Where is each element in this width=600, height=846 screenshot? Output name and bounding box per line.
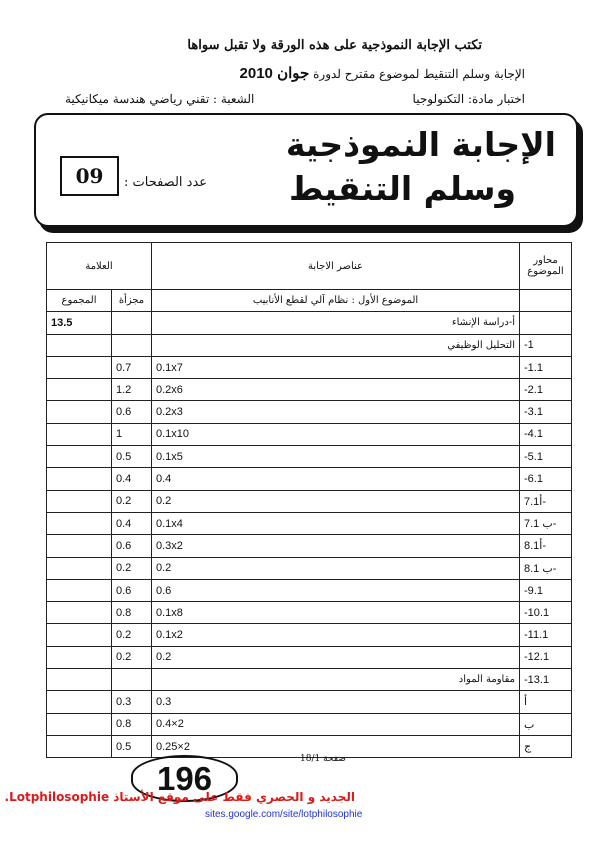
total-cell [47, 602, 112, 624]
site-link[interactable]: sites.google.com/site/lotphilosophie [205, 809, 363, 820]
axis-cell: -5.1 [520, 446, 572, 468]
total-cell [47, 535, 112, 557]
element-cell: 0.1x8 [152, 602, 520, 624]
partial-cell: 0.5 [112, 446, 152, 468]
partial-cell: 0.8 [112, 602, 152, 624]
code-stamp: 196 [131, 755, 238, 802]
element-cell: 0.2 [152, 490, 520, 512]
element-cell: التحليل الوظيفي [152, 334, 520, 356]
total-cell [47, 624, 112, 646]
total-cell [47, 713, 112, 735]
element-cell: 0.1x5 [152, 446, 520, 468]
table-row [47, 624, 572, 646]
table-row [47, 446, 572, 468]
total-cell [47, 512, 112, 534]
partial-cell: 0.3 [112, 691, 152, 713]
partial-cell: 0.5 [112, 735, 152, 757]
element-cell: 0.1x4 [152, 512, 520, 534]
section-title: أ-دراسة الإنشاء [152, 312, 520, 334]
table-row [47, 401, 572, 423]
axis-cell: -11.1 [520, 624, 572, 646]
total-cell [47, 646, 112, 668]
session-line [240, 64, 525, 82]
axis-cell: ج [520, 735, 572, 757]
element-cell: 0.2 [152, 646, 520, 668]
total-cell [47, 423, 112, 445]
page-count-label: عدد الصفحات : [124, 175, 208, 190]
table-row [47, 490, 572, 512]
mark-header: العلامة [47, 243, 152, 290]
partial-cell: 1.2 [112, 379, 152, 401]
table-row [47, 535, 572, 557]
promo-text: الجديد و الحصري فقط على موقع الأستاذ Lotphilosophie. [4, 790, 355, 804]
partial-cell [112, 334, 152, 356]
partial-cell: 0.4 [112, 512, 152, 534]
element-cell: 0.1x10 [152, 423, 520, 445]
element-cell: 0.3 [152, 691, 520, 713]
axis-cell: 8.1أ- [520, 535, 572, 557]
table-row [47, 356, 572, 378]
element-cell: 0.2 [152, 557, 520, 579]
table-header-row [47, 243, 572, 290]
session-date: جوان 2010 [239, 65, 310, 82]
axis-cell: -13.1 [520, 669, 572, 691]
axis-cell: أ [520, 691, 572, 713]
axis-cell: -10.1 [520, 602, 572, 624]
total-cell [47, 490, 112, 512]
axis-cell: 7.1أ- [520, 490, 572, 512]
total-cell [47, 379, 112, 401]
table-row [47, 423, 572, 445]
subject-line [65, 92, 525, 106]
partial-cell: 0.2 [112, 646, 152, 668]
total-cell [47, 579, 112, 601]
total-cell [47, 334, 112, 356]
axis-cell: -1 [520, 334, 572, 356]
total-cell [47, 401, 112, 423]
partial-cell: 0.8 [112, 713, 152, 735]
element-cell: 0.6 [152, 579, 520, 601]
empty-cell [520, 290, 572, 312]
element-cell: 0.4×2 [152, 713, 520, 735]
total-cell [47, 669, 112, 691]
element-cell: 0.2x6 [152, 379, 520, 401]
axis-cell: -3.1 [520, 401, 572, 423]
axis-cell: -1.1 [520, 356, 572, 378]
table-row [47, 646, 572, 668]
partial-cell: 0.2 [112, 624, 152, 646]
axis-cell: -9.1 [520, 579, 572, 601]
table-row [47, 602, 572, 624]
table-row [47, 669, 572, 691]
partial-cell: 0.2 [112, 490, 152, 512]
element-cell: 0.2x3 [152, 401, 520, 423]
element-cell: 0.4 [152, 468, 520, 490]
partial-cell: 0.2 [112, 557, 152, 579]
partial-cell: 0.6 [112, 579, 152, 601]
grading-table [46, 242, 572, 758]
axis-cell: -2.1 [520, 379, 572, 401]
table-row [47, 512, 572, 534]
axis-cell: -6.1 [520, 468, 572, 490]
total-header: المجموع [47, 290, 112, 312]
elements-header: عناصر الاجابة [152, 243, 520, 290]
instruction-line: تكتب الإجابة النموذجية على هذه الورقة ولا تقبل سواها [187, 38, 482, 53]
element-cell: 0.3x2 [152, 535, 520, 557]
axis-cell: -4.1 [520, 423, 572, 445]
empty-cell [520, 312, 572, 334]
page-count-box: 09 [60, 156, 119, 196]
total-cell [47, 468, 112, 490]
axes-header: محاور الموضوع [520, 243, 572, 290]
title-box [34, 113, 578, 227]
empty-cell [112, 312, 152, 334]
table-row [47, 557, 572, 579]
table-subheader-row-2 [47, 290, 572, 312]
total-cell [47, 446, 112, 468]
table-row [47, 379, 572, 401]
table-row [47, 579, 572, 601]
element-cell: 0.1x7 [152, 356, 520, 378]
table-row [47, 334, 572, 356]
topic-title: الموضوع الأول : نظام آلي لقطع الأنابيب [152, 290, 520, 312]
page-number: صفحة 18/1 [300, 754, 346, 764]
table-row [47, 468, 572, 490]
element-cell: 0.1x2 [152, 624, 520, 646]
partial-header: مجزأة [112, 290, 152, 312]
title-line-2: وسلم التنقيط [288, 169, 516, 208]
axis-cell: ب [520, 713, 572, 735]
partial-cell: 1 [112, 423, 152, 445]
axis-cell: 8.1 ب- [520, 557, 572, 579]
partial-cell [112, 669, 152, 691]
total-cell [47, 557, 112, 579]
axis-cell: 7.1 ب- [520, 512, 572, 534]
partial-cell: 0.6 [112, 401, 152, 423]
element-cell: مقاومة المواد [152, 669, 520, 691]
table-row [47, 691, 572, 713]
subject-label: اختبار مادة: التكنولوجيا [412, 92, 525, 106]
title-line-1: الإجابة النموذجية [285, 125, 556, 164]
element-cell: 0.25×2 [152, 735, 520, 757]
session-text: الإجابة وسلم التنقيط لموضوع مقترح لدورة [313, 67, 525, 81]
section-row [47, 312, 572, 334]
total-cell [47, 735, 112, 757]
table-row [47, 713, 572, 735]
partial-cell: 0.7 [112, 356, 152, 378]
axis-cell: -12.1 [520, 646, 572, 668]
partial-cell: 0.6 [112, 535, 152, 557]
total-cell [47, 691, 112, 713]
partial-cell: 0.4 [112, 468, 152, 490]
total-cell [47, 356, 112, 378]
branch-label: الشعبة : تقني رياضي هندسة ميكانيكية [65, 92, 255, 106]
section-total: 13.5 [47, 312, 112, 334]
